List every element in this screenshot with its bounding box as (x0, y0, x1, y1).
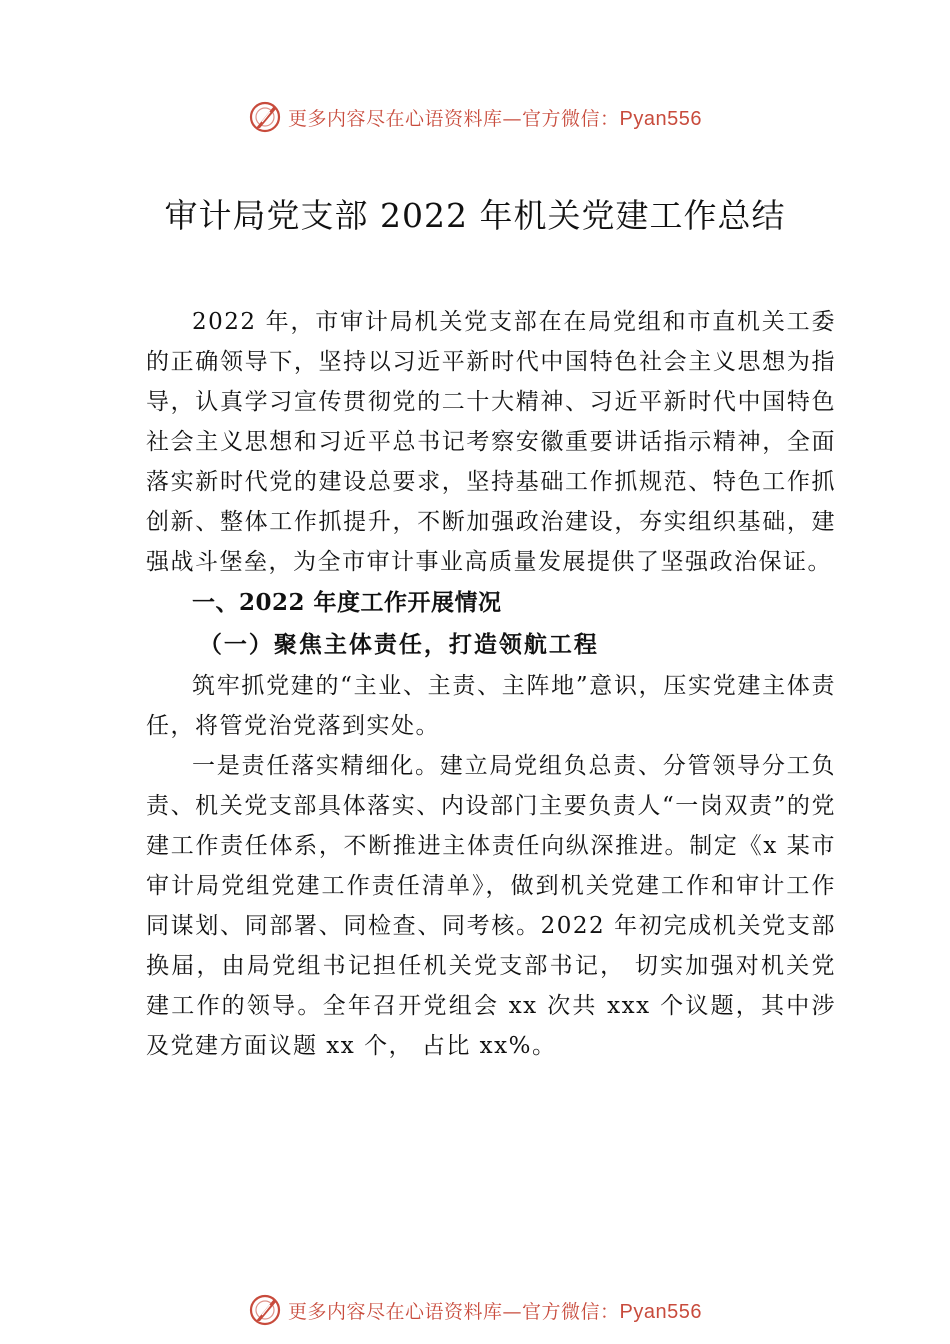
feather-pen-logo-icon (248, 100, 282, 134)
watermark-banner-top (0, 95, 950, 139)
watermark-text: 更多内容尽在心语资料库—官方微信： (288, 107, 620, 130)
intro-paragraph: 2022 年，市审计局机关党支部在在局党组和市直机关工委的正确领导下，坚持以习近平新时代中国特色社会主义思想为指导，认真学习宣传贯彻党的二十大精神、习近平新时代中国特色社会主义思想和习近平总书记考察安徽重要讲话指示精神，全面落实新时代党的建设总要求，坚持基础工作抓规范、特色工作抓创新、整体工作抓提升，不断加强政治建设，夯实组织基础，建强战斗堡垒，为全市审计事业高质量发展提供了坚强政治保证。 (146, 309, 836, 575)
feather-pen-logo-icon (248, 1293, 282, 1327)
watermark-text: 更多内容尽在心语资料库—官方微信： (288, 1300, 620, 1323)
document-body (146, 302, 836, 1066)
watermark-banner-bottom (0, 1288, 950, 1332)
subsection-heading-1: （一）聚焦主体责任，打造领航工程 (198, 631, 599, 658)
body-paragraph-3: 一是责任落实精细化。建立局党组负总责、分管领导分工负责、机关党支部具体落实、内设部门主要负责人“一岗双责”的党建工作责任体系，不断推进主体责任向纵深推进。制定《x 某市审计局党组党建工作责任清单》，做到机关党建工作和审计工作同谋划、同部署、同检查、同考核。2022 年初完成机关党支部换届，由局党组书记担任机关党支部书记， 切实加强对机关党建工作的领导。全年召开党组会 xx 次共 xxx 个议题，其中涉及党建方面议题 xx 个， 占比 xx%。 (146, 753, 836, 1059)
body-paragraph-2: 筑牢抓党建的“主业、主责、主阵地”意识，压实党建主体责任，将管党治党落到实处。 (146, 673, 836, 739)
watermark-handle: Pyan556 (619, 107, 702, 130)
section-heading-1: 一、2022 年度工作开展情况 (192, 589, 502, 616)
document-title: 审计局党支部 2022 年机关党建工作总结 (164, 196, 786, 235)
watermark-handle: Pyan556 (619, 1300, 702, 1323)
